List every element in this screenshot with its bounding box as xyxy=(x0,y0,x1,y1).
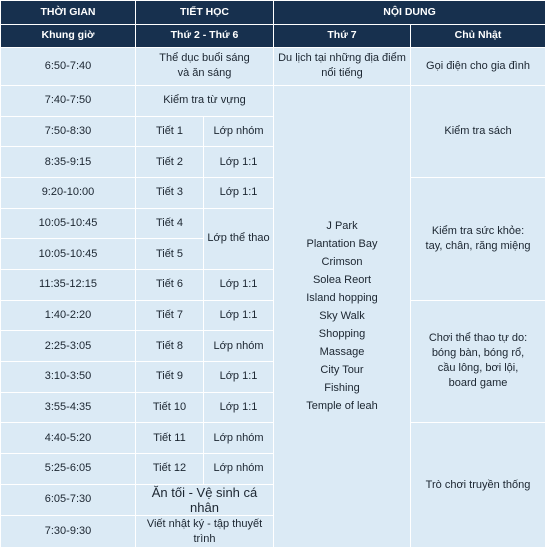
time-cell: 3:10-3:50 xyxy=(1,361,136,392)
table-row xyxy=(1,423,545,454)
time-cell: 2:25-3:05 xyxy=(1,331,136,362)
period-cell: Tiết 6 xyxy=(136,269,204,300)
time-cell: 9:20-10:00 xyxy=(1,177,136,208)
subheader-row xyxy=(1,24,545,48)
table-row xyxy=(1,48,545,86)
class-cell: Lớp 1:1 xyxy=(204,361,274,392)
place-item: Sky Walk xyxy=(319,310,365,323)
lesson-line: và ăn sáng xyxy=(177,67,232,80)
sunday-book-check-cell: Kiểm tra sách xyxy=(411,85,545,177)
place-item: Plantation Bay xyxy=(306,238,378,251)
time-cell: 4:40-5:20 xyxy=(1,423,136,454)
subheader-sunday: Chủ Nhật xyxy=(411,24,545,48)
sports-line: cầu lông, bơi lội, xyxy=(437,362,519,375)
header-content: NỘI DUNG xyxy=(274,1,545,25)
period-cell: Tiết 12 xyxy=(136,453,204,484)
class-cell: Lớp 1:1 xyxy=(204,392,274,423)
health-line: tay, chân, răng miệng xyxy=(425,239,531,252)
class-cell: Lớp 1:1 xyxy=(204,177,274,208)
header-time: THỜI GIAN xyxy=(1,1,136,25)
period-cell: Tiết 1 xyxy=(136,116,204,147)
place-item: Shopping xyxy=(318,328,366,341)
class-cell: Lớp 1:1 xyxy=(204,147,274,178)
lesson-cell: Ăn tối - Vệ sinh cá nhân xyxy=(136,484,274,516)
time-cell: 8:35-9:15 xyxy=(1,147,136,178)
period-cell: Tiết 8 xyxy=(136,331,204,362)
place-item: Temple of leah xyxy=(306,400,378,413)
place-item: Island hopping xyxy=(306,292,378,305)
class-cell: Lớp 1:1 xyxy=(204,269,274,300)
lesson-line: Thể dục buổi sáng xyxy=(159,52,250,65)
place-item: J Park xyxy=(326,220,358,233)
class-cell: Lớp nhóm xyxy=(204,331,274,362)
period-cell: Tiết 2 xyxy=(136,147,204,178)
period-cell: Tiết 3 xyxy=(136,177,204,208)
period-cell: Tiết 11 xyxy=(136,423,204,454)
time-cell: 7:30-9:30 xyxy=(1,516,136,548)
subheader-weekdays: Thứ 2 - Thứ 6 xyxy=(136,24,274,48)
time-cell: 10:05-10:45 xyxy=(1,208,136,239)
sunday-sports-cell xyxy=(411,300,545,423)
table-row xyxy=(1,85,545,116)
header-lesson: TIẾT HỌC xyxy=(136,1,274,25)
saturday-places-cell xyxy=(274,85,411,547)
lesson-cell xyxy=(136,48,274,86)
place-item: Crimson xyxy=(321,256,363,269)
table-row xyxy=(1,300,545,331)
sunday-call-cell: Gọi điện cho gia đình xyxy=(411,48,545,86)
saturday-line: nổi tiếng xyxy=(321,67,363,80)
period-cell: Tiết 7 xyxy=(136,300,204,331)
lesson-cell: Viết nhật ký - tập thuyết trình xyxy=(136,516,274,548)
sports-line: bóng bàn, bóng rổ, xyxy=(431,347,525,360)
time-cell: 5:25-6:05 xyxy=(1,453,136,484)
sunday-health-cell xyxy=(411,177,545,300)
sunday-games-cell: Trò chơi truyền thống xyxy=(411,423,545,548)
class-cell: Lớp thể thao xyxy=(204,208,274,269)
period-cell: Tiết 4 xyxy=(136,208,204,239)
table-row xyxy=(1,177,545,208)
header-row xyxy=(1,1,545,25)
place-item: Solea Reort xyxy=(312,274,372,287)
saturday-line: Du lịch tại những địa điểm xyxy=(278,52,406,65)
sports-line: Chơi thể thao tự do: xyxy=(428,332,528,345)
time-cell: 6:05-7:30 xyxy=(1,484,136,516)
time-cell: 7:40-7:50 xyxy=(1,85,136,116)
subheader-saturday: Thứ 7 xyxy=(274,24,411,48)
time-cell: 7:50-8:30 xyxy=(1,116,136,147)
lesson-cell: Kiểm tra từ vựng xyxy=(136,85,274,116)
subheader-slot: Khung giờ xyxy=(1,24,136,48)
time-cell: 1:40-2:20 xyxy=(1,300,136,331)
place-item: City Tour xyxy=(320,364,364,377)
place-item: Fishing xyxy=(324,382,360,395)
period-cell: Tiết 5 xyxy=(136,239,204,270)
time-cell: 11:35-12:15 xyxy=(1,269,136,300)
time-cell: 10:05-10:45 xyxy=(1,239,136,270)
class-cell: Lớp 1:1 xyxy=(204,300,274,331)
place-item: Massage xyxy=(319,346,365,359)
health-line: Kiểm tra sức khỏe: xyxy=(431,224,525,237)
saturday-travel-cell xyxy=(274,48,411,86)
class-cell: Lớp nhóm xyxy=(204,423,274,454)
period-cell: Tiết 9 xyxy=(136,361,204,392)
class-cell: Lớp nhóm xyxy=(204,116,274,147)
class-cell: Lớp nhóm xyxy=(204,453,274,484)
time-cell: 6:50-7:40 xyxy=(1,48,136,86)
sports-line: board game xyxy=(448,377,508,390)
period-cell: Tiết 10 xyxy=(136,392,204,423)
time-cell: 3:55-4:35 xyxy=(1,392,136,423)
